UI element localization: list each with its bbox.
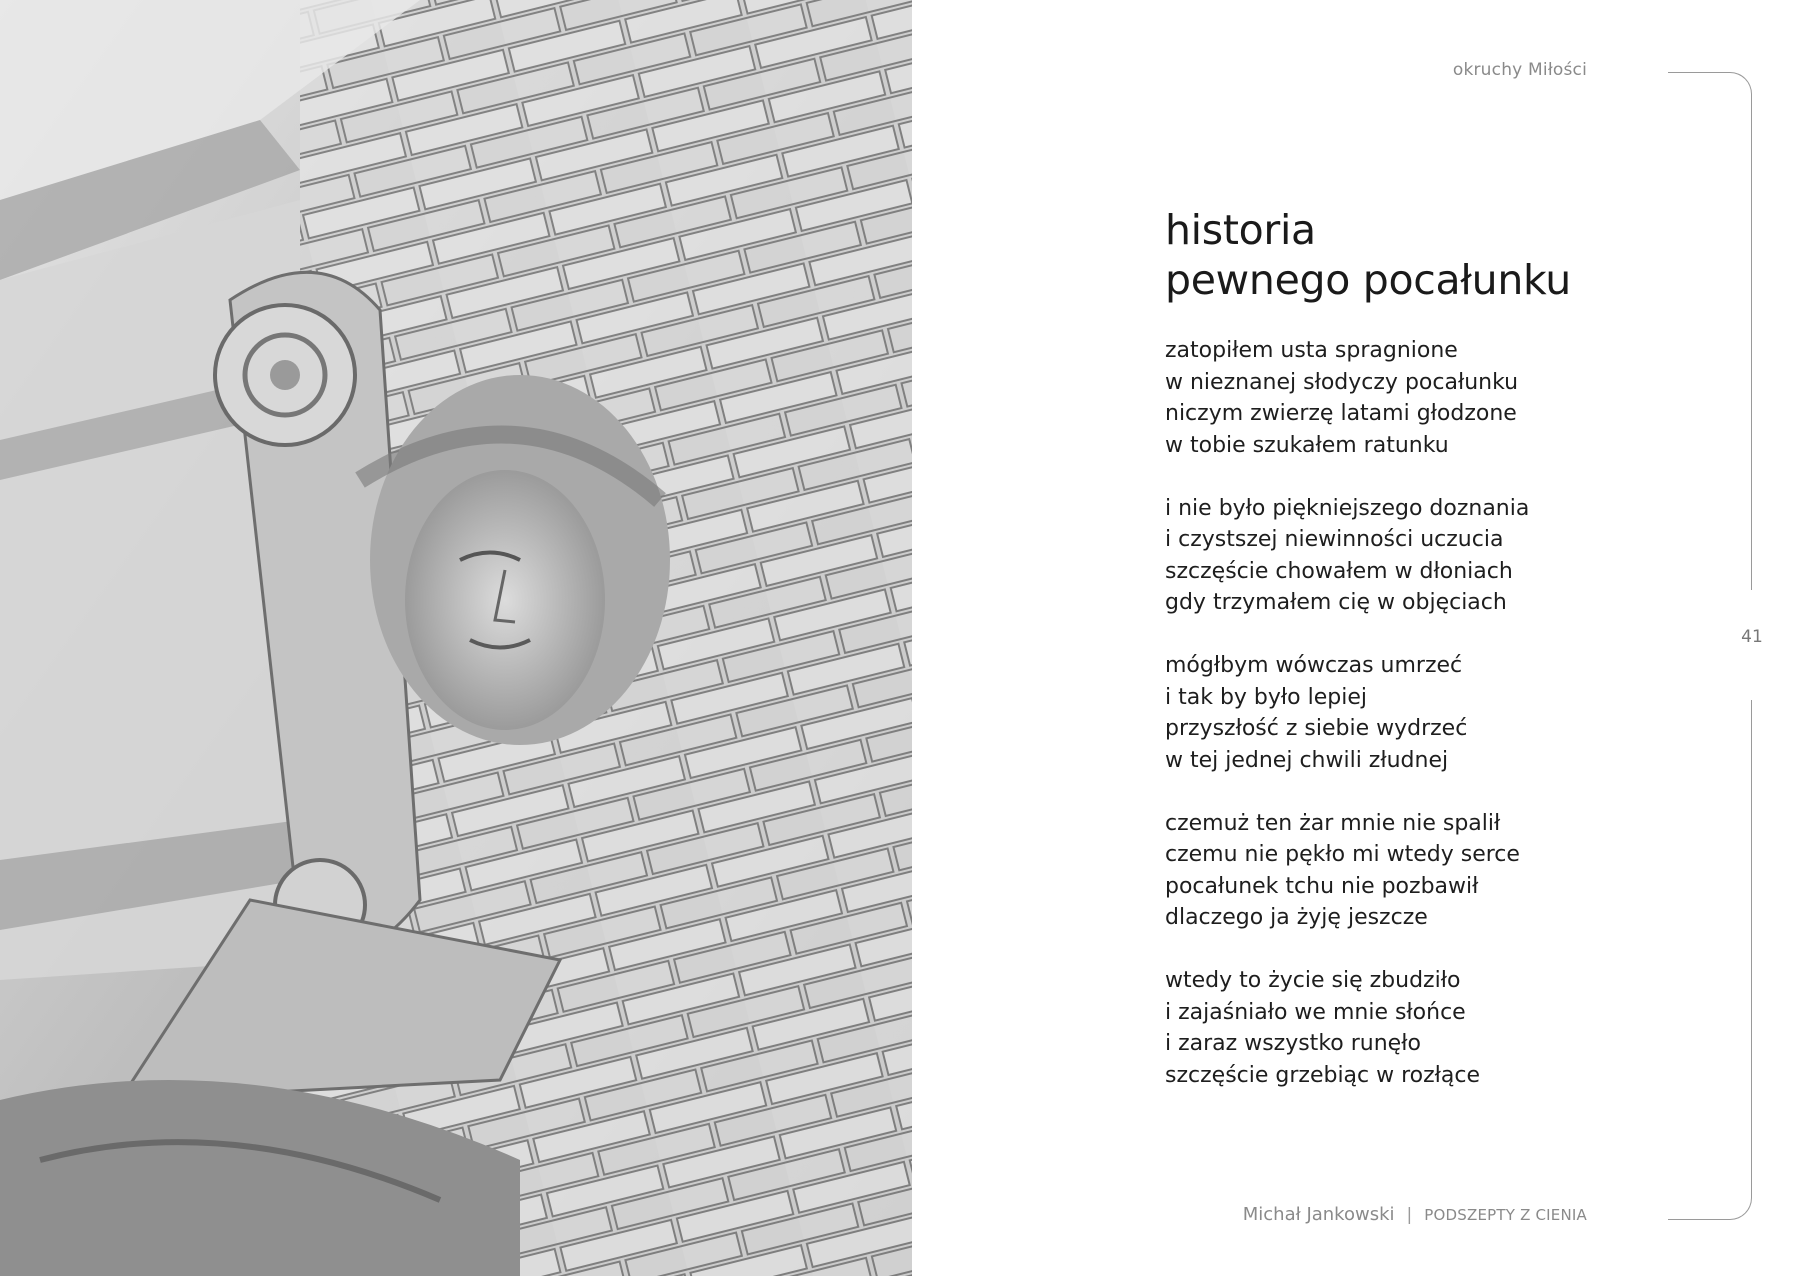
- poem-line: dlaczego ja żyję jeszcze: [1165, 905, 1428, 930]
- poem-line: w tobie szukałem ratunku: [1165, 432, 1449, 458]
- poem-line: zatopiłem usta spragnione: [1165, 338, 1458, 363]
- running-footer: [1243, 1204, 1587, 1225]
- footer-book-title: PODSZEPTY Z CIENIA: [1424, 1206, 1587, 1224]
- poem-line: i zaraz wszystko runęło: [1165, 1031, 1421, 1056]
- poem-line: czemu nie pękło mi wtedy serce: [1165, 842, 1520, 867]
- stanza: [1165, 808, 1529, 934]
- poem-line: szczęście grzebiąc w rozłące: [1165, 1062, 1481, 1088]
- poem-line: szczęście chowałem w dłoniach: [1165, 558, 1513, 584]
- poem-line: niczym zwierzę latami głodzone: [1165, 401, 1517, 426]
- poem-title: [1165, 205, 1571, 305]
- stanza: [1165, 650, 1529, 776]
- poem-line: w tej jednej chwili złudnej: [1165, 747, 1449, 773]
- page-number: 41: [1741, 627, 1763, 647]
- poem-line: i nie było piękniejszego doznania: [1165, 495, 1530, 521]
- poem-line: i zajaśniało we mnie słońce: [1165, 999, 1466, 1025]
- poem-line: przyszłość z siebie wydrzeć: [1165, 716, 1468, 741]
- poem-line: gdy trzymałem cię w objęciach: [1165, 590, 1507, 615]
- stanza: [1165, 965, 1529, 1091]
- poem-line: wtedy to życie się zbudziło: [1165, 968, 1461, 993]
- poem-line: w nieznanej słodyczy pocałunku: [1165, 369, 1519, 395]
- poem-body: [1165, 335, 1529, 1123]
- poem-line: czemuż ten żar mnie nie spalił: [1165, 810, 1501, 836]
- stanza: [1165, 493, 1529, 619]
- poem-title-line: pewnego pocałunku: [1165, 256, 1571, 304]
- footer-author: Michał Jankowski: [1242, 1204, 1395, 1225]
- running-header: okruchy Miłości: [1452, 60, 1587, 80]
- footer-separator: |: [1406, 1205, 1413, 1225]
- poem-line: i czystszej niewinności uczucia: [1165, 527, 1504, 552]
- poem-line: i tak by było lepiej: [1165, 684, 1367, 710]
- poem-line: mógłbym wówczas umrzeć: [1165, 653, 1463, 678]
- poem-line: pocałunek tchu nie pozbawił: [1165, 873, 1479, 899]
- stanza: [1165, 335, 1529, 461]
- poem-title-line: historia: [1165, 206, 1316, 254]
